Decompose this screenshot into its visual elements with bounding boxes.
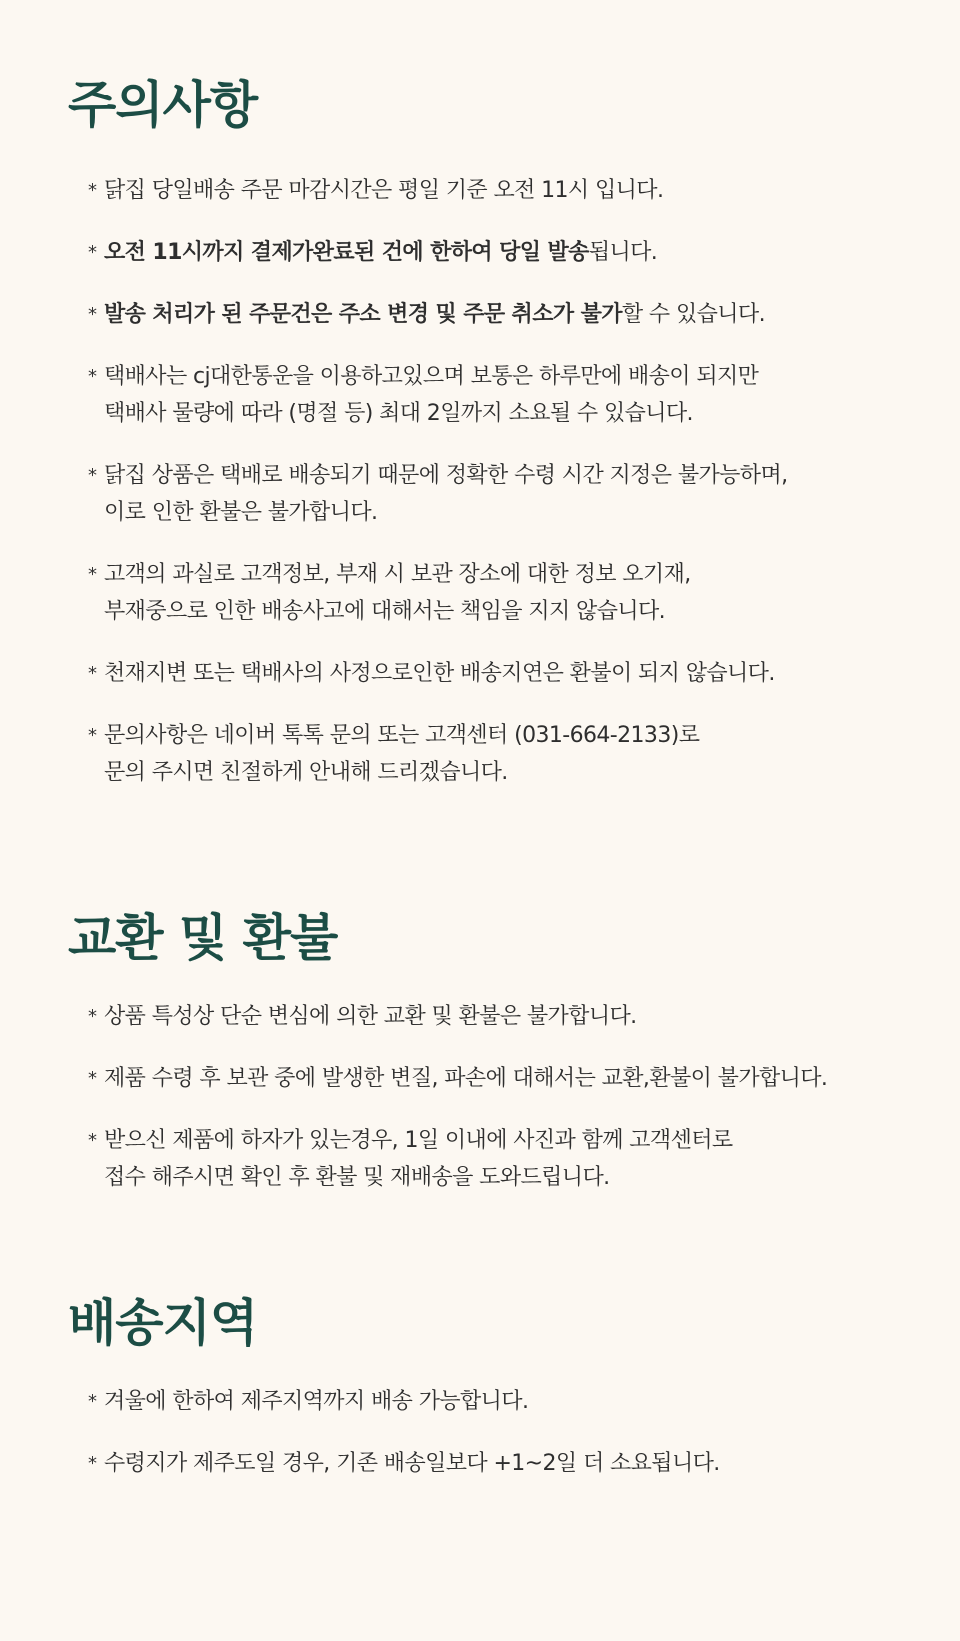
asterisk-bullet-icon: * — [88, 366, 97, 387]
item-text: 상품 특성상 단순 변심에 의한 교환 및 환불은 불가합니다. — [104, 1004, 637, 1029]
asterisk-bullet-icon: * — [88, 663, 97, 684]
list-item — [68, 234, 948, 271]
delivery-area-list — [68, 1383, 948, 1482]
asterisk-bullet-icon: * — [88, 465, 97, 486]
item-text: 천재지변 또는 택배사의 사정으로인한 배송지연은 환불이 되지 않습니다. — [104, 661, 775, 686]
notice-title: 주의사항 — [68, 76, 258, 134]
asterisk-bullet-icon: * — [88, 304, 97, 325]
asterisk-bullet-icon: * — [88, 180, 97, 201]
item-text: 제품 수령 후 보관 중에 발생한 변질, 파손에 대해서는 교환,환불이 불가합니다. — [104, 1066, 828, 1091]
item-text — [104, 234, 948, 271]
list-item — [68, 296, 948, 333]
delivery-area-section — [68, 1293, 948, 1507]
item-text-emphasis: 발송 처리가 된 주문건은 주소 변경 및 주문 취소가 불가 — [104, 302, 622, 327]
item-text-line2: 택배사 물량에 따라 (명절 등) 최대 2일까지 소요될 수 있습니다. — [104, 401, 693, 426]
item-text: 닭집 당일배송 주문 마감시간은 평일 기준 오전 11시 입니다. — [104, 178, 664, 203]
item-text-rest: 됩니다. — [588, 240, 658, 265]
list-item — [68, 1383, 948, 1420]
item-text: 겨울에 한하여 제주지역까지 배송 가능합니다. — [104, 1389, 529, 1414]
item-text-line1: 닭집 상품은 택배로 배송되기 때문에 정확한 수령 시간 지정은 불가능하며, — [104, 463, 788, 488]
asterisk-bullet-icon: * — [88, 1453, 97, 1474]
asterisk-bullet-icon: * — [88, 725, 97, 746]
item-text-rest: 할 수 있습니다. — [621, 302, 765, 327]
list-item — [68, 1445, 948, 1482]
asterisk-bullet-icon: * — [88, 1130, 97, 1151]
asterisk-bullet-icon: * — [88, 242, 97, 263]
item-text-line1: 고객의 과실로 고객정보, 부재 시 보관 장소에 대한 정보 오기재, — [104, 562, 691, 587]
item-text-line2: 접수 해주시면 확인 후 환불 및 재배송을 도와드립니다. — [104, 1165, 610, 1190]
exchange-refund-title: 교환 및 환불 — [68, 909, 338, 967]
item-text-line1: 받으신 제품에 하자가 있는경우, 1일 이내에 사진과 함께 고객센터로 — [104, 1128, 733, 1153]
delivery-area-title: 배송지역 — [68, 1294, 258, 1352]
item-text-line2: 문의 주시면 친절하게 안내해 드리겠습니다. — [104, 760, 508, 785]
notice-section — [68, 75, 948, 816]
list-item — [68, 1060, 948, 1097]
list-item — [68, 1122, 948, 1196]
list-item — [68, 358, 948, 432]
item-text-line1: 문의사항은 네이버 톡톡 문의 또는 고객센터 (031-664-2133)로 — [104, 723, 700, 748]
item-text-line1: 택배사는 cj대한통운을 이용하고있으며 보통은 하루만에 배송이 되지만 — [104, 364, 759, 389]
exchange-refund-section — [68, 908, 948, 1221]
item-text — [104, 296, 948, 333]
item-text: 수령지가 제주도일 경우, 기존 배송일보다 +1~2일 더 소요됩니다. — [104, 1451, 720, 1476]
notice-list — [68, 172, 948, 791]
asterisk-bullet-icon: * — [88, 1068, 97, 1089]
exchange-refund-list — [68, 998, 948, 1196]
list-item — [68, 655, 948, 692]
asterisk-bullet-icon: * — [88, 564, 97, 585]
list-item — [68, 457, 948, 531]
asterisk-bullet-icon: * — [88, 1391, 97, 1412]
list-item — [68, 717, 948, 791]
item-text-line2: 이로 인한 환불은 불가합니다. — [104, 500, 378, 525]
list-item — [68, 556, 948, 630]
item-text-emphasis: 오전 11시까지 결제가완료된 건에 한하여 당일 발송 — [104, 240, 589, 265]
list-item — [68, 998, 948, 1035]
list-item — [68, 172, 948, 209]
asterisk-bullet-icon: * — [88, 1006, 97, 1027]
item-text-line2: 부재중으로 인한 배송사고에 대해서는 책임을 지지 않습니다. — [104, 599, 666, 624]
